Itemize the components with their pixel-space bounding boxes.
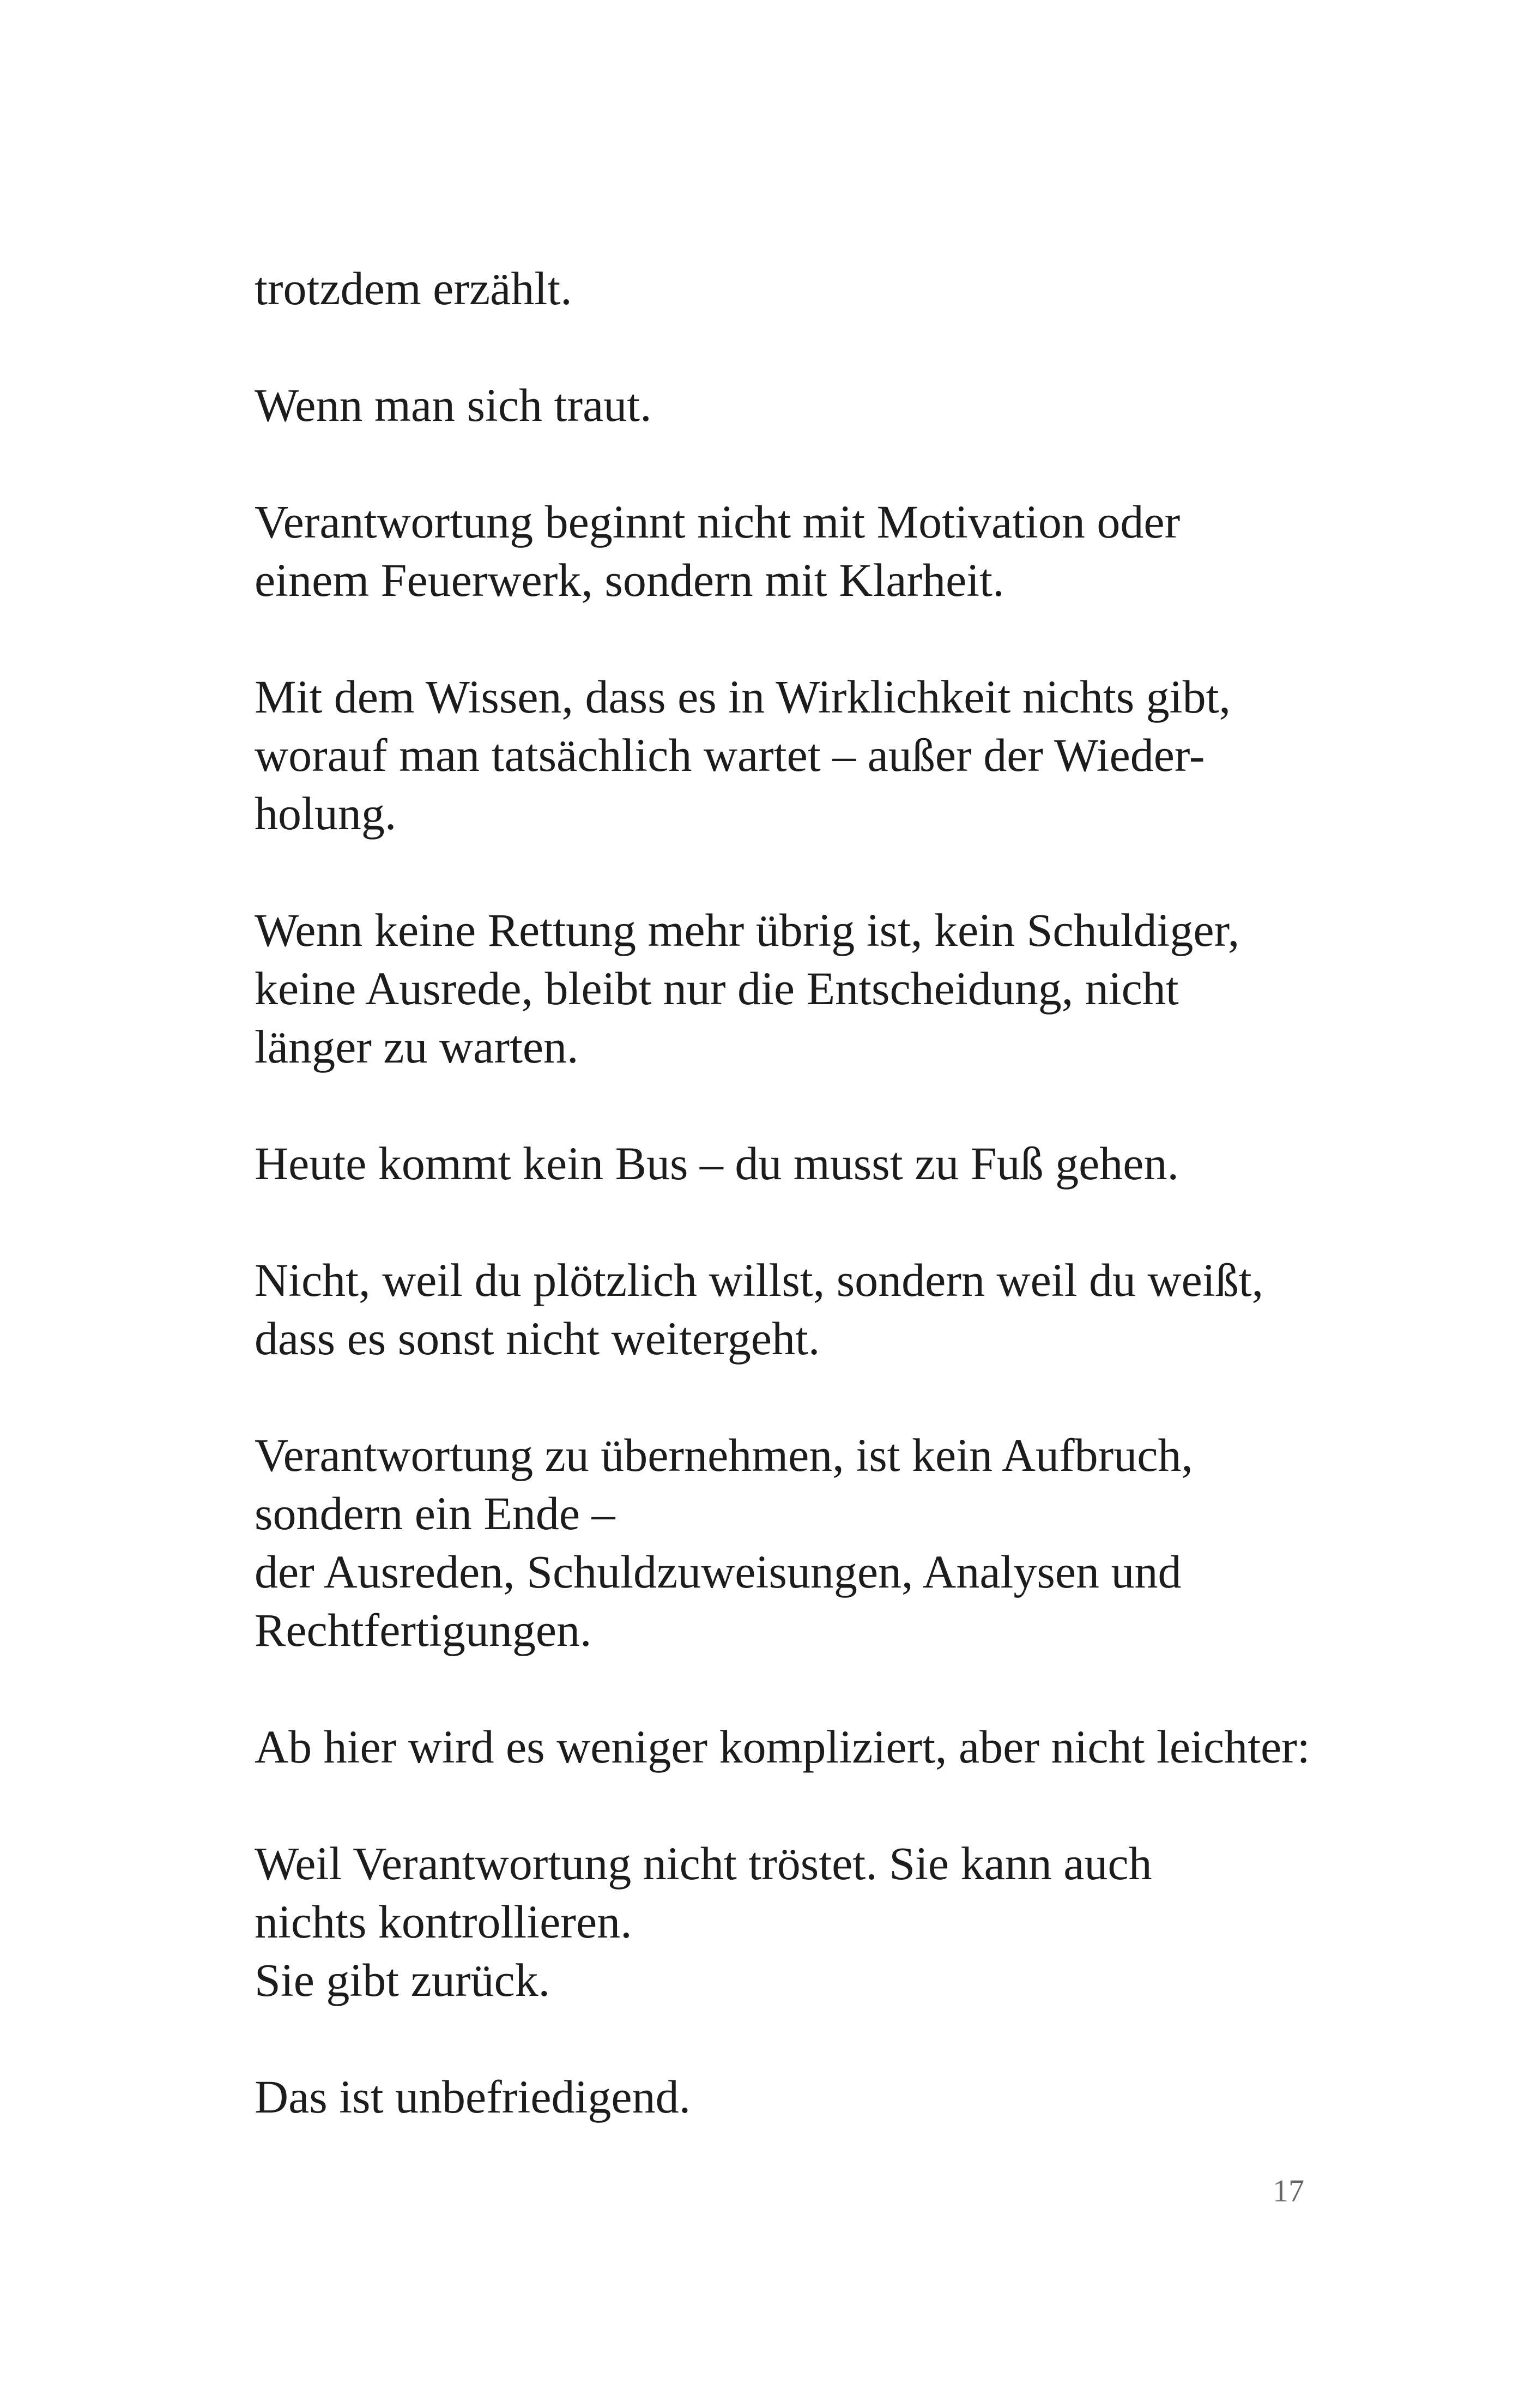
paragraph [255,376,1323,434]
text-line: nichts kontrollieren. [255,1896,632,1948]
text-line: einem Feuerwerk, sondern mit Klarheit. [255,554,1004,606]
text-line: Verantwortung zu übernehmen, ist kein Aufbruch, [255,1429,1193,1481]
paragraph [255,1251,1323,1368]
paragraph [255,1718,1323,1776]
text-line: trotzdem erzählt. [255,262,572,315]
text-line: sondern ein Ende – [255,1487,615,1540]
text-line: der Ausreden, Schuldzuweisungen, Analysen und [255,1546,1182,1598]
text-line: Mit dem Wissen, dass es in Wirklichkeit nichts gibt, [255,671,1231,723]
text-line: länger zu warten. [255,1021,579,1073]
paragraph [255,901,1323,1076]
paragraph [255,493,1323,609]
text-line: Weil Verantwortung nicht tröstet. Sie kann auch [255,1837,1152,1890]
text-line: Ab hier wird es weniger kompliziert, aber nicht leichter: [255,1721,1310,1773]
text-line: Verantwortung beginnt nicht mit Motivation oder [255,496,1181,548]
paragraph [255,1834,1323,2009]
paragraph [255,2068,1323,2126]
paragraph [255,259,1323,318]
text-line: keine Ausrede, bleibt nur die Entscheidung, nicht [255,962,1179,1015]
text-line: Das ist unbefriedigend. [255,2071,691,2123]
page-number: 17 [1273,2173,1304,2208]
text-line: Nicht, weil du plötzlich willst, sondern weil du weißt, [255,1254,1264,1306]
text-line: Wenn keine Rettung mehr übrig ist, kein Schuldiger, [255,904,1240,956]
paragraph [255,1426,1323,1659]
text-line: Wenn man sich traut. [255,379,652,431]
text-line: Rechtfertigungen. [255,1604,592,1656]
text-line: Sie gibt zurück. [255,1954,550,2006]
paragraph [255,668,1323,843]
text-line: worauf man tatsächlich wartet – außer der Wieder- [255,729,1205,781]
paragraph [255,1134,1323,1193]
body-text [255,259,1323,2184]
text-line: holung. [255,787,397,840]
text-line: dass es sonst nicht weitergeht. [255,1312,820,1365]
text-line: Heute kommt kein Bus – du musst zu Fuß gehen. [255,1137,1179,1190]
